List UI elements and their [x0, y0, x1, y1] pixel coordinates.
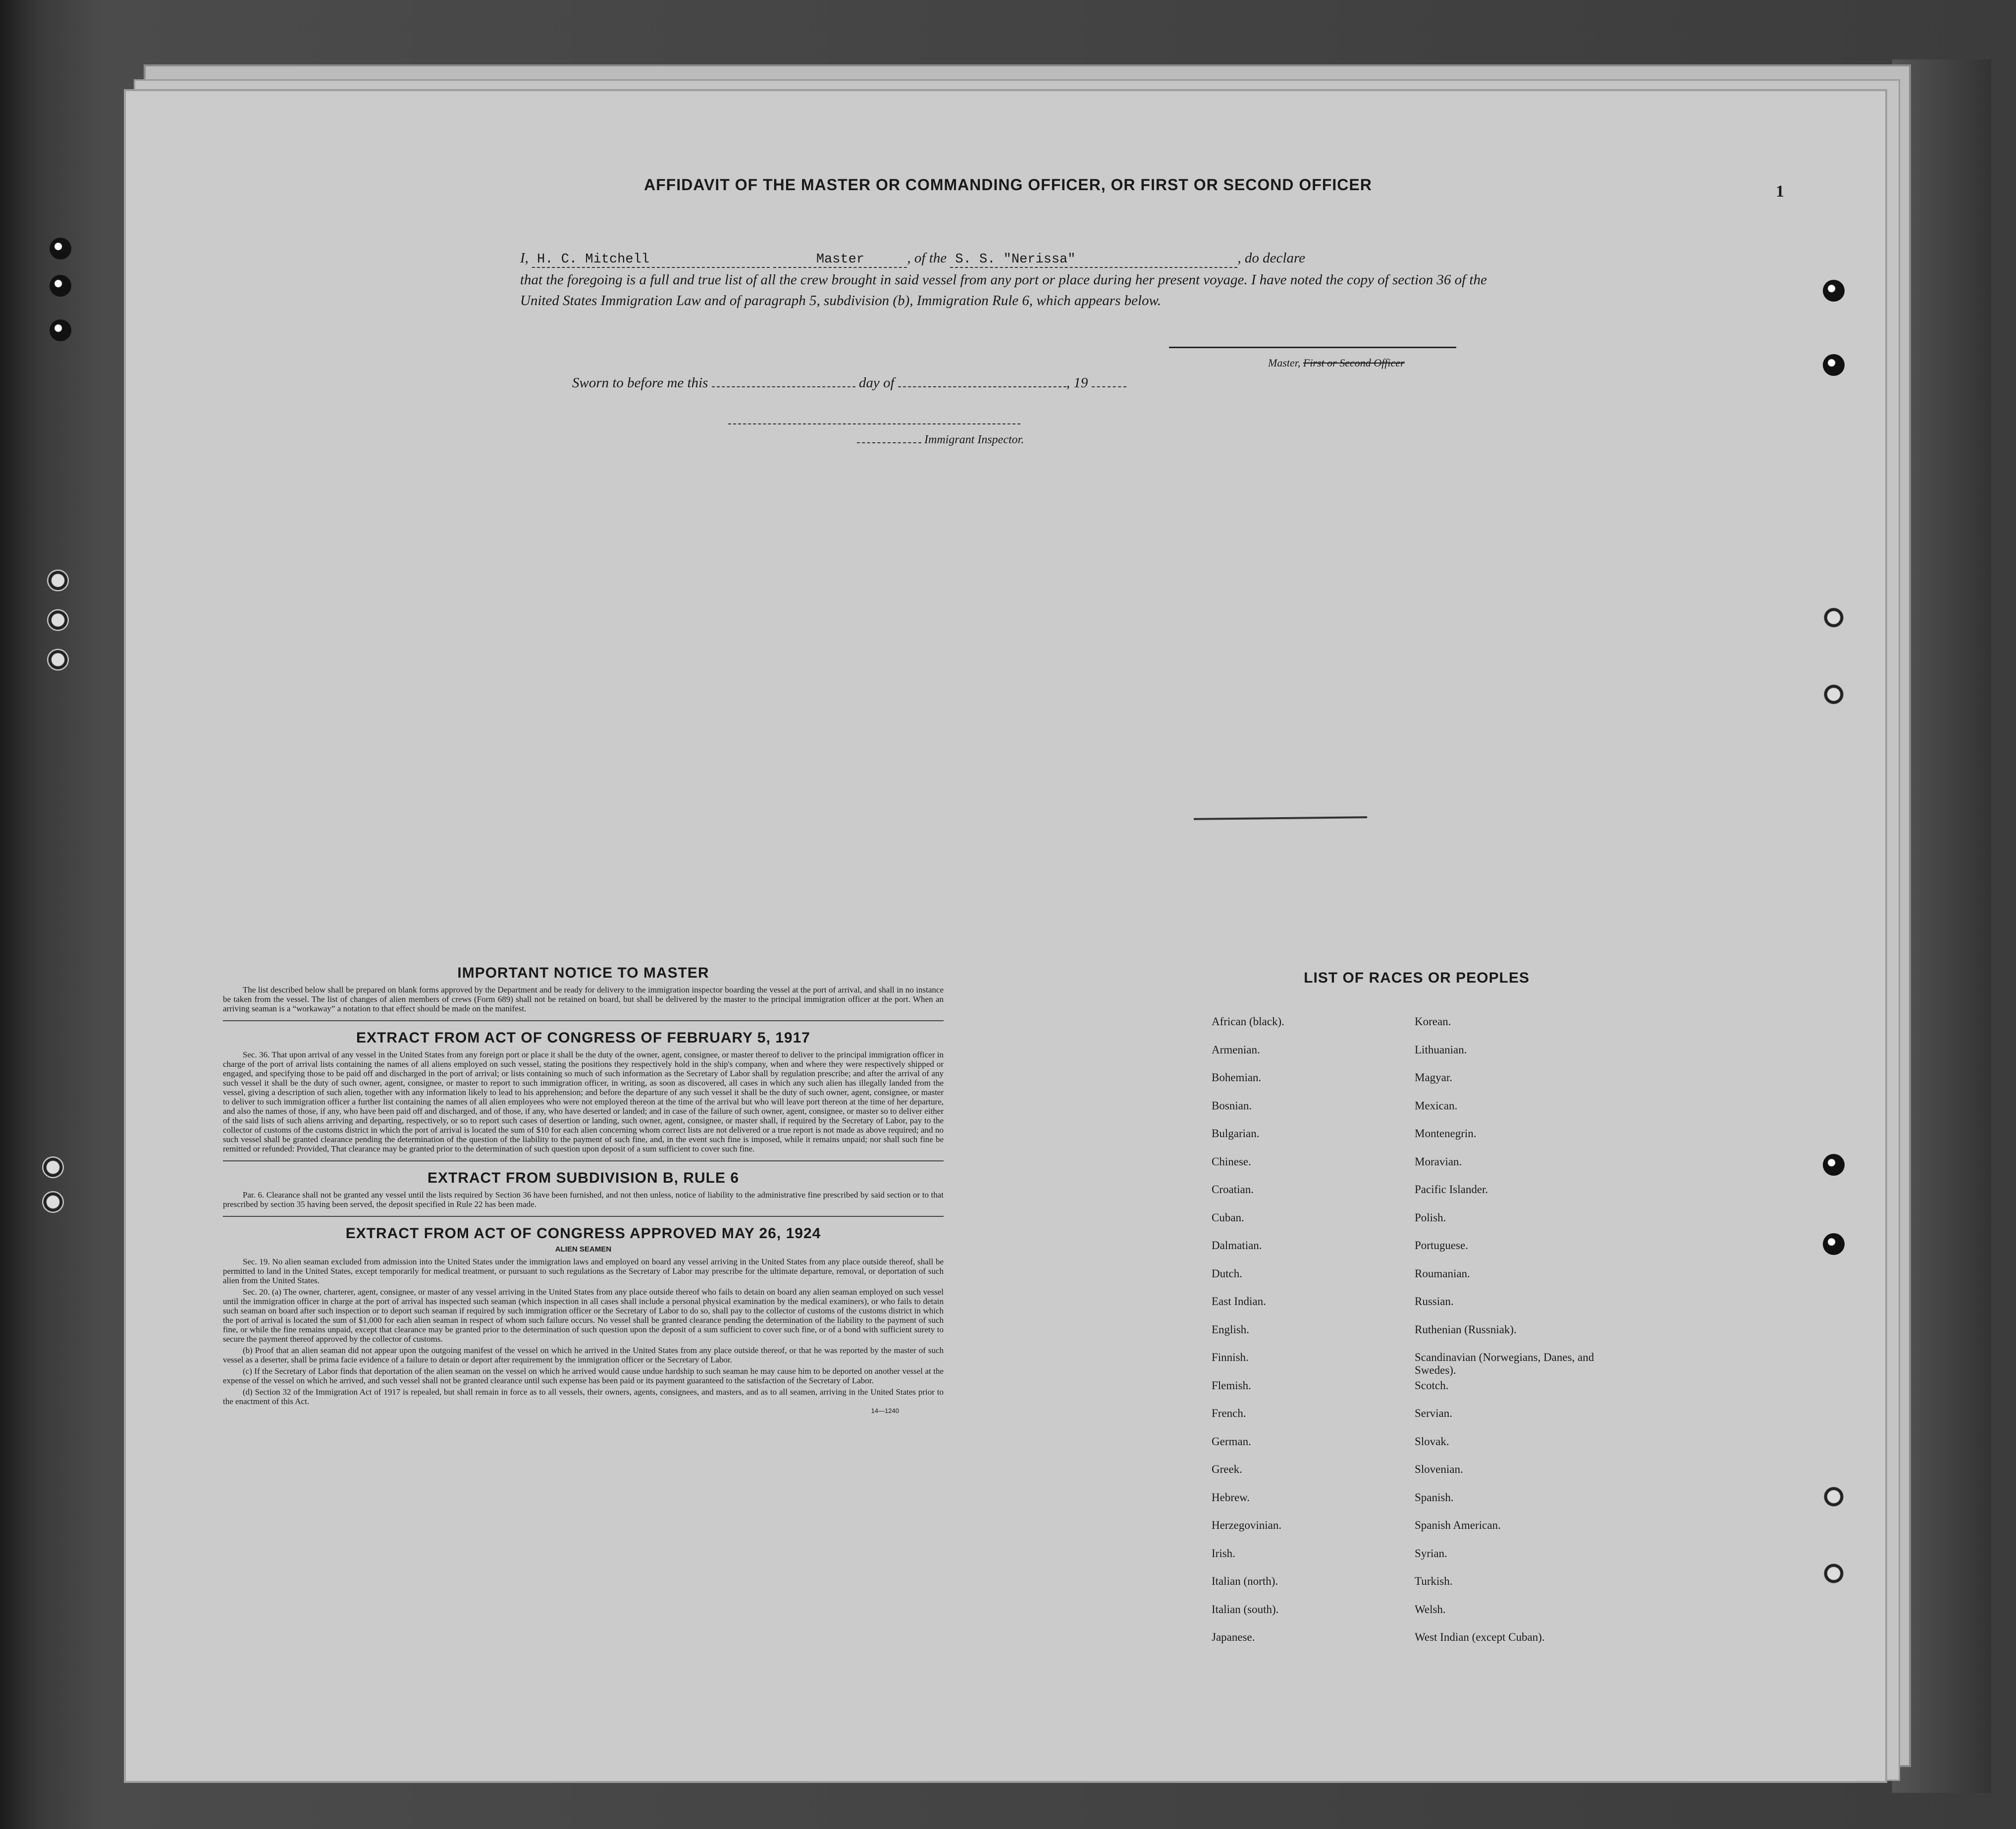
race-item: West Indian (except Cuban).: [1415, 1631, 1545, 1643]
sworn-month-field: [898, 375, 1066, 387]
affidavit-body: that the foregoing is a full and true list of all the crew brought in said vessel from any port or place during her present voyage. I have noted the copy of section 36 of the United States Immigration Law and of paragraph 5, subdivision (b), Immigration Rule 6, which appears below.: [520, 272, 1487, 309]
of-the-label: , of the: [907, 250, 947, 266]
races-column-1: [1212, 1015, 1420, 1659]
race-item: Hebrew.: [1212, 1491, 1250, 1504]
race-item: Spanish American.: [1415, 1519, 1501, 1531]
binder-hole-icon: [1823, 607, 1845, 628]
race-item: Lithuanian.: [1415, 1043, 1467, 1056]
race-item: Moravian.: [1415, 1155, 1462, 1168]
inspector-blank: [857, 433, 921, 443]
race-item: Syrian.: [1415, 1547, 1447, 1560]
binder-hole-icon: [47, 570, 69, 591]
race-item: Greek.: [1212, 1463, 1242, 1475]
inspector-signature-line: [728, 423, 1020, 424]
act-1924-sec20c: (c) If the Secretary of Labor finds that deportation of the alien seaman on the vessel on which he arrived would cause undue hardship to such seaman he may cause him to be deported on another vessel at the expense of the vessel on which he arrived, and such vessel shall not be granted clearance until such expense has been paid or its payment guaranteed to the satisfaction of the Secretary of Labor.: [223, 1366, 944, 1385]
races-column-2: [1415, 1015, 1623, 1659]
binder-hole-icon: [50, 275, 71, 297]
important-notice-text: The list described below shall be prepared on blank forms approved by the Department and be ready for delivery to the immigration inspector boarding the vessel at the port of arrival, and shall in no instance be taken from the vessel. The list of changes of alien members of crews (Form 689) shall not be retained on board, but shall be delivered by the master to the principal immigration officer at the port. When an arriving seaman is a “workaway” a notation to that effect should be made on the manifest.: [223, 985, 944, 1013]
race-item: Slovenian.: [1415, 1463, 1463, 1475]
notices-column: [223, 963, 944, 1415]
signature-line: [1169, 347, 1456, 348]
race-item: Korean.: [1415, 1015, 1451, 1028]
binder-hole-icon: [1823, 1233, 1845, 1255]
act-1917-text: Sec. 36. That upon arrival of any vessel in the United States from any foreign port or place it shall be the duty of the owner, agent, consignee, or master thereof to deliver to the principal immigration officer in charge of the port of arrival lists containing the names of all aliens employed on such vessel, stating the positions they respectively hold in the ship's company, when and where they were respectively shipped or engaged, and specifying those to be paid off and discharged in the port of arrival; or lists containing so much of such information as the Secretary of Labor shall by regulation prescribe; and after the arrival of any such vessel it shall be the duty of such owner, agent, consignee, or master to report to such immigration officer, in writing, as soon as discovered, all cases in which any such alien has illegally landed from the vessel, giving a description of such alien, together with any information likely to lead to his apprehension; and before the departure of any such vessel it shall be the duty of such owner, agent, consignee, or master to deliver to such immigration officer a further list containing the names of all alien employees who were not employed thereon at the time of the arrival but who will leave port thereon at the time of her departure, and also the names of those, if any, who have been paid off and discharged, and of those, if any, who have deserted or landed; and in case of the failure of such owner, agent, consignee, or master so to deliver either of the said lists of such aliens arriving and departing, respectively, or so to report such cases of desertion or landing, such owner, agent, consignee, or master shall, if required by the Secretary of Labor, pay to the collector of customs of the customs district in which the port of arrival is located the sum of $10 for each alien concerning whom correct lists are not delivered or a true report is not made as above required; and no such vessel shall be granted clearance pending the determination of the question of the liability to the payment of such fine, and, in the event such fine is imposed, while it remains unpaid; nor shall such fine be remitted or refunded: Provided, That clearance may be granted prior to the determination of such question upon deposit of a sum sufficient to cover such fine.: [223, 1050, 944, 1153]
act-1917-title: EXTRACT FROM ACT OF CONGRESS OF FEBRUARY 5, 1917: [356, 1030, 810, 1046]
binder-hole-icon: [47, 649, 69, 671]
binder-hole-icon: [47, 609, 69, 631]
year-prefix: , 19: [1066, 375, 1088, 391]
race-item: Japanese.: [1212, 1631, 1255, 1643]
act-1924-sec20a: Sec. 20. (a) The owner, charterer, agent, consignee, or master of any vessel arriving in the United States from any place outside thereof who fails to detain on board any alien seaman employed on such vessel until the immigration officer in charge at the port of arrival has inspected such seaman (which inspection in all cases shall include a personal physical examination by the medical examiners), or who fails to detain such seaman on board after such inspection or to deport such seaman if required by such immigration officer or the Secretary of Labor to do so, shall pay to the collector of customs of the customs district in which the port of arrival is located the sum of $1,000 for each alien seaman in respect of whom such failure occurs. No vessel shall be granted clearance pending the determination of the liability to the payment of such fine, or while the fine remains unpaid, except that clearance may be granted prior to the determination of such question upon the deposit of a sum sufficient to cover such fine, or of a bond with sufficient surety to secure the payment thereof approved by the collector of customs.: [223, 1287, 944, 1344]
vessel-name-field: S. S. "Nerissa": [950, 252, 1237, 268]
inspector-caption: Immigrant Inspector.: [924, 433, 1024, 446]
race-item: Italian (south).: [1212, 1603, 1279, 1616]
race-item: German.: [1212, 1435, 1251, 1448]
race-item: Cuban.: [1212, 1211, 1244, 1224]
binder-hole-icon: [42, 1191, 64, 1213]
declare-label: , do declare: [1237, 250, 1306, 266]
rule-6-text: Par. 6. Clearance shall not be granted any vessel until the lists required by Section 36 have been furnished, and not then unless, notice of liability to the administrative fine prescribed by said section or to that prescribed by section 35 having been served, the deposit specified in Rule 22 has been made.: [223, 1190, 944, 1209]
rule-6-title: EXTRACT FROM SUBDIVISION B, RULE 6: [427, 1170, 740, 1186]
master-name-field: H. C. Mitchell: [532, 252, 770, 268]
race-item: Scotch.: [1415, 1379, 1449, 1392]
inspector-caption-row: [857, 433, 1024, 447]
race-item: Turkish.: [1415, 1575, 1453, 1587]
manifest-page: [124, 89, 1887, 1783]
race-item: East Indian.: [1212, 1295, 1266, 1307]
alien-seamen-subtitle: ALIEN SEAMEN: [555, 1245, 612, 1254]
signature-caption-master: Master,: [1268, 357, 1301, 369]
binder-hole-icon: [1823, 1563, 1845, 1584]
divider: [223, 1020, 944, 1021]
affidavit-first-line: [520, 248, 1511, 269]
divider: [223, 1160, 944, 1161]
race-item: Polish.: [1415, 1211, 1446, 1224]
i-label: I,: [520, 250, 529, 266]
race-item: Herzegovinian.: [1212, 1519, 1282, 1531]
race-item: Bulgarian.: [1212, 1127, 1260, 1140]
signature-caption-struck: First or Second Officer: [1303, 357, 1405, 369]
race-item: French.: [1212, 1407, 1246, 1419]
race-item: English.: [1212, 1323, 1250, 1336]
binder-hole-icon: [50, 319, 71, 341]
race-item: Mexican.: [1415, 1099, 1458, 1112]
race-item: Chinese.: [1212, 1155, 1251, 1168]
binder-hole-icon: [1823, 1486, 1845, 1508]
races-title: LIST OF RACES OR PEOPLES: [1304, 970, 1530, 986]
binder-hole-icon: [50, 238, 71, 260]
important-notice-title: IMPORTANT NOTICE TO MASTER: [457, 965, 709, 981]
act-1924-sec19: Sec. 19. No alien seaman excluded from admission into the United States under the immigration laws and employed on board any vessel arriving in the United States from any place outside thereof, shall be permitted to land in the United States, except temporarily for medical treatment, or pursuant to such regulations as the Secretary of Labor may prescribe for the ultimate departure, removal, or deportation of such alien from the United States.: [223, 1257, 944, 1285]
race-item: Pacific Islander.: [1415, 1183, 1488, 1196]
divider: [223, 1216, 944, 1217]
race-item: Roumanian.: [1415, 1267, 1470, 1280]
race-item: Armenian.: [1212, 1043, 1260, 1056]
sworn-day-field: [712, 375, 855, 387]
act-1924-sec20b: (b) Proof that an alien seaman did not appear upon the outgoing manifest of the vessel on which he arrived in the United States from any place outside thereof, or that he was reported by the master of such vessel as a deserter, shall be prima facie evidence of a failure to detain or deport after requirement by the immigration officer or the Secretary of Labor.: [223, 1346, 944, 1364]
race-item: Bosnian.: [1212, 1099, 1252, 1112]
race-item: African (black).: [1212, 1015, 1284, 1028]
race-item: Finnish.: [1212, 1351, 1249, 1363]
race-item: Scandinavian (Norwegians, Danes, and Swedes).: [1415, 1351, 1594, 1376]
race-item: Russian.: [1415, 1295, 1454, 1307]
race-item: Ruthenian (Russniak).: [1415, 1323, 1517, 1336]
race-item: Croatian.: [1212, 1183, 1254, 1196]
race-item: Montenegrin.: [1415, 1127, 1477, 1140]
race-item: Italian (north).: [1212, 1575, 1278, 1587]
act-1924-sec20d: (d) Section 32 of the Immigration Act of 1917 is repealed, but shall remain in force as to all vessels, their owners, agents, consignees, and masters, and as to all seamen, arriving in the United States prior to the enactment of this Act.: [223, 1387, 944, 1406]
race-item: Spanish.: [1415, 1491, 1454, 1504]
form-number: 14—1240: [871, 1407, 899, 1414]
sworn-line: [572, 375, 1126, 391]
race-item: Dalmatian.: [1212, 1239, 1262, 1252]
rank-field: Master: [773, 252, 907, 268]
sworn-year-field: [1092, 375, 1126, 387]
race-item: Slovak.: [1415, 1435, 1449, 1448]
page-mark: 1: [1776, 182, 1784, 201]
affidavit-title: AFFIDAVIT OF THE MASTER OR COMMANDING OFFICER, OR FIRST OR SECOND OFFICER: [644, 176, 1372, 194]
signature-caption: [1268, 357, 1405, 369]
race-item: Dutch.: [1212, 1267, 1242, 1280]
race-item: Servian.: [1415, 1407, 1453, 1419]
day-of-label: day of: [858, 375, 895, 391]
act-1924-title: EXTRACT FROM ACT OF CONGRESS APPROVED MAY 26, 1924: [345, 1225, 821, 1242]
binder-hole-icon: [42, 1156, 64, 1178]
binder-hole-icon: [1823, 354, 1845, 376]
binder-hole-icon: [1823, 683, 1845, 705]
binder-hole-icon: [1823, 280, 1845, 302]
race-item: Bohemian.: [1212, 1071, 1262, 1084]
race-item: Portuguese.: [1415, 1239, 1468, 1252]
binder-hole-icon: [1823, 1154, 1845, 1176]
race-item: Flemish.: [1212, 1379, 1251, 1392]
race-item: Welsh.: [1415, 1603, 1446, 1616]
race-item: Irish.: [1212, 1547, 1235, 1560]
race-item: Magyar.: [1415, 1071, 1453, 1084]
sworn-label: Sworn to before me this: [572, 375, 708, 391]
affidavit-block: [520, 248, 1511, 311]
